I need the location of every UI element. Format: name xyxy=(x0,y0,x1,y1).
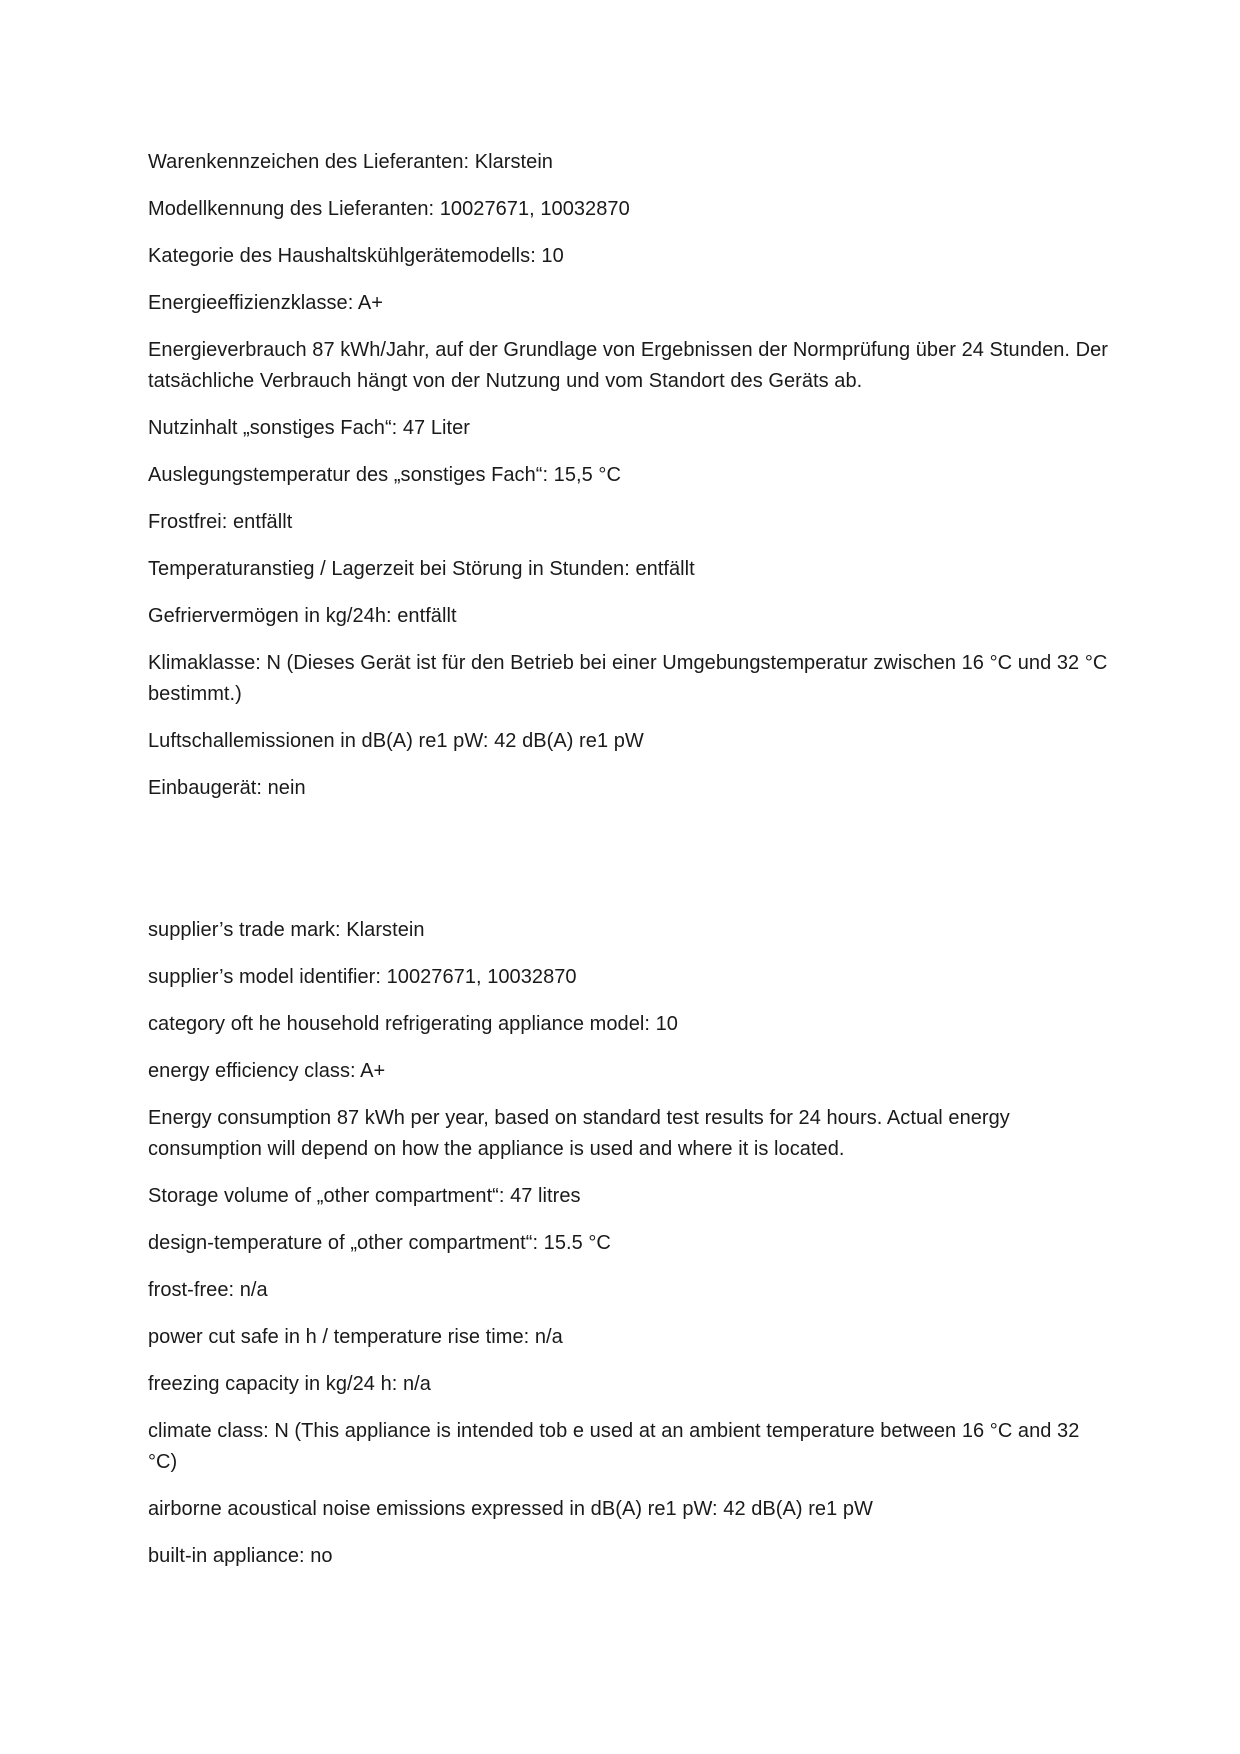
german-energy-class: Energieeffizienzklasse: A+ xyxy=(148,292,383,314)
english-model-identifier: supplier’s model identifier: 10027671, 10032870 xyxy=(148,966,577,988)
german-freezing-capacity: Gefriervermögen in kg/24h: entfällt xyxy=(148,605,457,627)
english-energy-class: energy efficiency class: A+ xyxy=(148,1060,386,1082)
german-climate-class: Klimaklasse: N (Dieses Gerät ist für den Betrieb bei einer Umgebungstemperatur zwischen 16 °C und 32 °C bestimmt.) xyxy=(148,652,1108,705)
german-product-info xyxy=(148,147,1108,820)
german-frost-free: Frostfrei: entfällt xyxy=(148,511,293,533)
english-temperature-rise: power cut safe in h / temperature rise time: n/a xyxy=(148,1326,563,1348)
english-trade-mark: supplier’s trade mark: Klarstein xyxy=(148,919,425,941)
english-design-temperature: design-temperature of „other compartment“: 15.5 °C xyxy=(148,1232,611,1254)
german-design-temperature: Auslegungstemperatur des „sonstiges Fach“: 15,5 °C xyxy=(148,464,621,486)
german-storage-volume: Nutzinhalt „sonstiges Fach“: 47 Liter xyxy=(148,417,470,439)
english-product-info xyxy=(148,915,1108,1588)
english-freezing-capacity: freezing capacity in kg/24 h: n/a xyxy=(148,1373,431,1395)
german-temperature-rise: Temperaturanstieg / Lagerzeit bei Störung in Stunden: entfällt xyxy=(148,558,695,580)
english-category: category oft he household refrigerating appliance model: 10 xyxy=(148,1013,678,1035)
english-storage-volume: Storage volume of „other compartment“: 47 litres xyxy=(148,1185,581,1207)
english-frost-free: frost-free: n/a xyxy=(148,1279,268,1301)
german-noise-emissions: Luftschallemissionen in dB(A) re1 pW: 42 dB(A) re1 pW xyxy=(148,730,644,752)
english-climate-class: climate class: N (This appliance is intended tob e used at an ambient temperature between 16 °C and 32 °C) xyxy=(148,1420,1080,1473)
german-energy-consumption: Energieverbrauch 87 kWh/Jahr, auf der Grundlage von Ergebnissen der Normprüfung über 24 Stunden. Der tatsächliche Verbrauch hängt von der Nutzung und vom Standort des Geräts ab. xyxy=(148,339,1108,392)
english-noise-emissions: airborne acoustical noise emissions expressed in dB(A) re1 pW: 42 dB(A) re1 pW xyxy=(148,1498,873,1520)
english-built-in: built-in appliance: no xyxy=(148,1545,333,1567)
german-model-identifier: Modellkennung des Lieferanten: 10027671, 10032870 xyxy=(148,198,630,220)
german-built-in: Einbaugerät: nein xyxy=(148,777,306,799)
german-trade-mark: Warenkennzeichen des Lieferanten: Klarstein xyxy=(148,151,553,173)
english-energy-consumption: Energy consumption 87 kWh per year, based on standard test results for 24 hours. Actual energy consumption will depend on how the appliance is used and where it is located. xyxy=(148,1107,1010,1160)
german-category: Kategorie des Haushaltskühlgerätemodells: 10 xyxy=(148,245,564,267)
